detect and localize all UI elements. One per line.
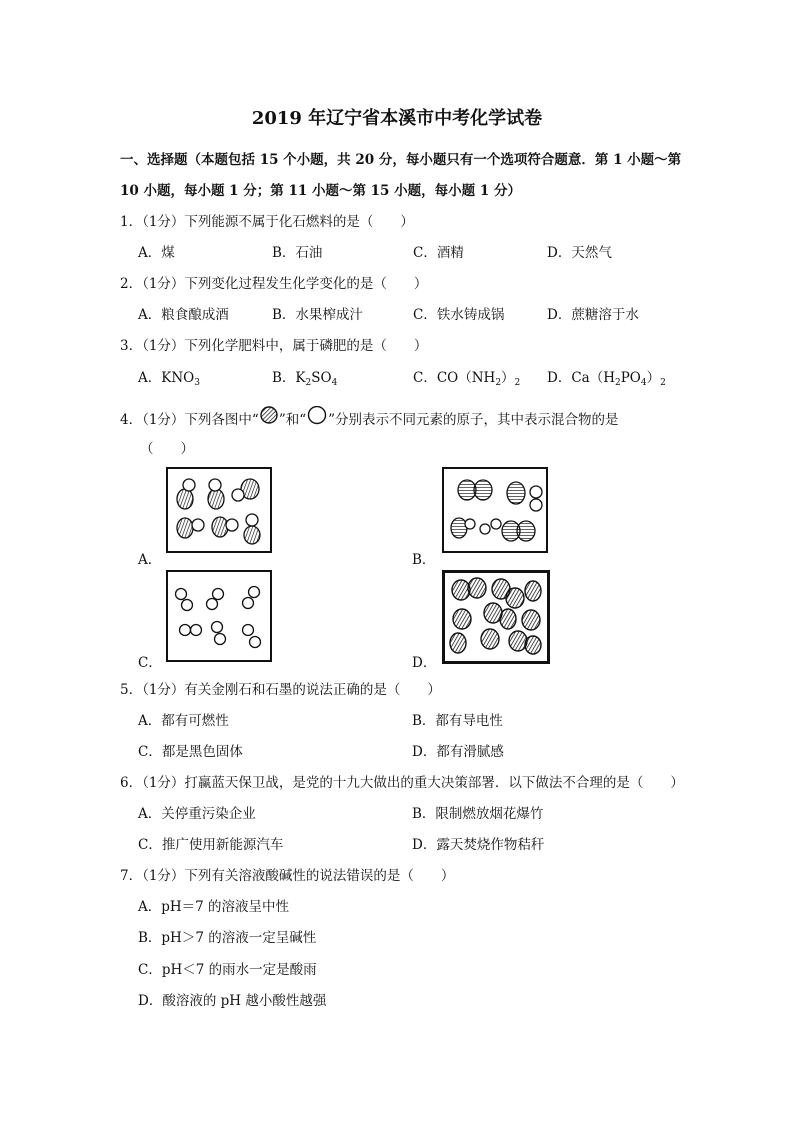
q3-d-sub3: 2: [660, 378, 666, 388]
q7-option-d: D．酸溶液的 pH 越小酸性越强: [138, 993, 327, 1009]
question-5-stem: 5．（1分）有关金刚石和石墨的说法正确的是（ ）: [120, 682, 441, 698]
q2-option-c: C．铁水铸成锅: [413, 307, 505, 323]
q4-option-c: C．: [138, 655, 162, 671]
q5-option-b: B．都有导电性: [412, 713, 503, 729]
blank-atom-icon: [306, 406, 328, 426]
q6-option-a: A．关停重污染企业: [138, 806, 256, 822]
q4-figure-d: [442, 570, 550, 664]
q2-option-a: A．粮食酿成酒: [138, 307, 229, 323]
q4-stem-post: ”分别表示不同元素的原子，其中表示混合物的是: [328, 412, 619, 428]
q2-option-d: D．蔗糖溶于水: [547, 307, 639, 323]
q5-option-a: A．都有可燃性: [138, 713, 229, 729]
figure-c-atoms: [168, 572, 270, 660]
q1-option-b: B．石油: [272, 245, 323, 261]
q4-figure-a: [166, 467, 272, 553]
q6-option-c: C．推广使用新能源汽车: [138, 837, 284, 853]
q7-option-b: B．pH＞7 的溶液一定呈碱性: [138, 930, 317, 946]
q7-option-a: A．pH＝7 的溶液呈中性: [138, 899, 290, 915]
figure-d-atoms: [445, 573, 547, 661]
q3-option-d-text: D．Ca（H: [547, 370, 615, 386]
q4-option-a: A．: [138, 552, 162, 568]
section-heading-line1: 一、选择题（本题包括 15 个小题，共 20 分，每小题只有一个选项符合题意．第 1 小题～第: [120, 152, 682, 168]
section-heading-line2: 10 小题，每小题 1 分；第 11 小题～第 15 小题，每小题 1 分）: [120, 183, 521, 199]
q3-option-c-text: C．CO（NH: [413, 370, 496, 386]
q3-option-a-text: A．KNO: [138, 370, 195, 386]
q1-option-c: C．酒精: [413, 245, 464, 261]
q4-option-d: D．: [412, 655, 437, 671]
q3-option-c: [413, 366, 520, 388]
striped-atom-icon: [259, 406, 279, 426]
q3-c-sub1: 2: [495, 378, 502, 388]
q3-option-b-text: B．K: [272, 370, 306, 386]
figure-a-atoms: [168, 469, 270, 551]
question-6-stem: 6．（1分）打赢蓝天保卫战，是党的十九大做出的重大决策部署．以下做法不合理的是（ ）: [120, 775, 684, 791]
q1-option-d: D．天然气: [547, 245, 612, 261]
q3-c-sub2: 2: [514, 378, 521, 388]
q3-option-d: [547, 366, 666, 388]
question-2-stem: 2．（1分）下列变化过程发生化学变化的是（ ）: [120, 276, 428, 292]
q4-stem-pre: 4．（1分）下列各图中“: [120, 412, 259, 428]
q3-d-mid: PO: [620, 370, 641, 386]
q2-option-b: B．水果榨成汁: [272, 307, 363, 323]
q3-d-sub1: 2: [614, 378, 621, 388]
q3-b-sub2: 4: [331, 378, 338, 388]
q3-b-sub1: 2: [305, 378, 312, 388]
q4-figure-c: [166, 570, 272, 662]
q3-d-sub2: 4: [640, 378, 647, 388]
q3-b-mid: SO: [311, 370, 332, 386]
q6-option-d: D．露天焚烧作物秸秆: [412, 837, 545, 853]
figure-b-atoms: [444, 469, 546, 551]
question-1-stem: 1．（1分）下列能源不属于化石燃料的是（ ）: [120, 214, 414, 230]
q5-option-c: C．都是黑色固体: [138, 744, 243, 760]
page-title: 2019 年辽宁省本溪市中考化学试卷: [251, 108, 543, 129]
question-3-stem: 3．（1分）下列化学肥料中，属于磷肥的是（ ）: [120, 338, 428, 354]
question-4-stem: [120, 406, 619, 428]
q3-option-a: [138, 366, 200, 388]
q5-option-d: D．都有滑腻感: [412, 744, 504, 760]
q3-a-subscript: 3: [194, 378, 200, 388]
q1-option-a: A．煤: [138, 245, 175, 261]
q4-figure-b: [442, 467, 548, 553]
q3-c-tail: ）: [501, 370, 515, 386]
q4-stem-mid: ”和“: [278, 412, 307, 428]
question-7-stem: 7．（1分）下列有关溶液酸碱性的说法错误的是（ ）: [120, 868, 455, 884]
question-4-stem-line2: （ ）: [140, 441, 194, 457]
q4-option-b: B．: [412, 552, 436, 568]
q6-option-b: B．限制燃放烟花爆竹: [412, 806, 544, 822]
q3-option-b: [272, 366, 337, 388]
q7-option-c: C．pH＜7 的雨水一定是酸雨: [138, 962, 317, 978]
q3-d-tail: ）: [646, 370, 661, 386]
